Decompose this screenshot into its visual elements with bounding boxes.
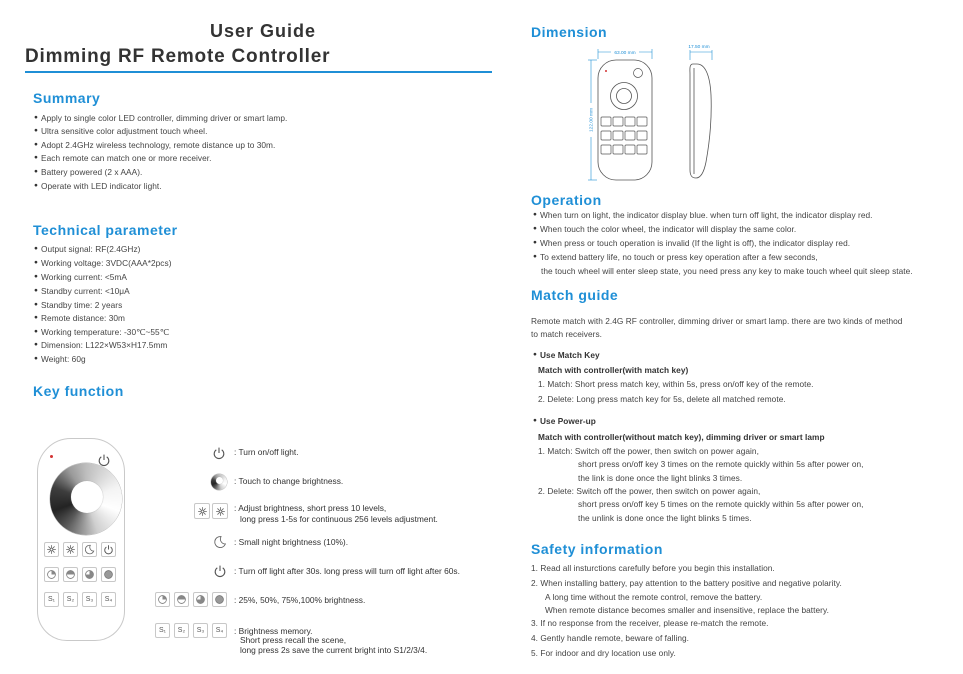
list-item-continuation: the touch wheel will enter sleep state, you need press any key to make touch wheel quit sleep state.	[541, 266, 913, 276]
list-item: ● Working voltage: 3VDC(AAA*2pcs)	[34, 258, 172, 268]
key-description: : Touch to change brightness.	[234, 476, 344, 486]
brightness-down-key	[194, 503, 210, 519]
document-title: User Guide	[210, 21, 317, 41]
night-light-icon	[213, 535, 227, 554]
brightness-level-icon	[84, 569, 95, 580]
list-item: ● Standby current: <10μA	[34, 286, 130, 296]
key-description: : Turn off light after 30s. long press will turn off light after 60s.	[234, 566, 460, 576]
safety-heading: Safety information	[531, 541, 663, 557]
power-up-title: ● Use Power-up	[533, 416, 596, 426]
scene-key-label: S₄	[215, 626, 224, 634]
timer-off-key	[101, 542, 116, 557]
key-description: Short press recall the scene,	[240, 635, 347, 645]
brightness-75-key	[193, 592, 208, 607]
list-item: ● Standby time: 2 years	[34, 300, 122, 310]
match-key-step: 2. Delete: Long press match key for 5s, delete all matched remote.	[538, 394, 786, 404]
brightness-50-key	[174, 592, 189, 607]
list-item: 4. Gently handle remote, beware of falling.	[531, 633, 690, 643]
power-icon	[212, 446, 226, 465]
list-item: ● Ultra sensitive color adjustment touch wheel.	[34, 126, 207, 136]
brightness-up-key	[63, 542, 78, 557]
brightness-icon	[46, 544, 57, 555]
night-light-key	[82, 542, 97, 557]
key-description: : Brightness memory.	[234, 626, 313, 636]
remote-front-view	[598, 60, 652, 180]
list-item: 3. If no response from the receiver, please re-match the remote.	[531, 618, 769, 628]
match-guide-heading: Match guide	[531, 287, 619, 303]
key-description: : 25%, 50%, 75%,100% brightness.	[234, 595, 366, 605]
brightness-100-key	[212, 592, 227, 607]
title-underline	[25, 71, 492, 73]
scene-key-label: S₃	[196, 626, 205, 634]
list-item: ● To extend battery life, no touch or press key operation after a few seconds,	[533, 252, 818, 262]
match-intro: to match receivers.	[531, 329, 603, 339]
scene-key-2	[63, 592, 78, 607]
list-item: When remote distance becomes smaller and insensitive, replace the battery.	[545, 605, 829, 615]
scene-key-1	[44, 592, 59, 607]
operation-heading: Operation	[531, 192, 602, 208]
list-item: ● Operate with LED indicator light.	[34, 181, 162, 191]
summary-heading: Summary	[33, 90, 101, 106]
power-up-subtitle: Match with controller(without match key), dimming driver or smart lamp	[538, 432, 825, 442]
remote-side-view	[690, 64, 711, 178]
brightness-icon	[197, 506, 208, 517]
brightness-75-key	[82, 567, 97, 582]
power-up-step: the unlink is done once the light blinks 5 times.	[578, 513, 752, 523]
brightness-25-key	[44, 567, 59, 582]
list-item: ● Working temperature: -30℃~55℃	[34, 327, 169, 337]
match-key-title: ● Use Match Key	[533, 350, 600, 360]
remote-illustration	[37, 438, 125, 641]
power-up-step: 2. Delete: Switch off the power, then switch on power again,	[538, 486, 761, 496]
list-item: ● When press or touch operation is invalid (If the light is off), the indicator display red.	[533, 238, 850, 248]
scene-key-4	[212, 623, 227, 638]
key-description: : Small night brightness (10%).	[234, 537, 349, 547]
list-item: ● Adopt 2.4GHz wireless technology, remote distance up to 30m.	[34, 140, 275, 150]
brightness-level-icon	[195, 594, 206, 605]
technical-heading: Technical parameter	[33, 222, 178, 238]
list-item: ● When turn on light, the indicator display blue. when turn off light, the indicator display red.	[533, 210, 873, 220]
brightness-level-icon	[157, 594, 168, 605]
list-item: A long time without the remote control, remove the battery.	[545, 592, 763, 602]
product-name: Dimming RF Remote Controller	[25, 46, 331, 67]
brightness-icon	[215, 506, 226, 517]
key-description: : Turn on/off light.	[234, 447, 299, 457]
scene-key-label: S₁	[47, 595, 56, 603]
scene-key-label: S₄	[104, 595, 113, 603]
scene-key-2	[174, 623, 189, 638]
list-item: ● Each remote can match one or more receiver.	[34, 153, 211, 163]
brightness-level-icon	[65, 569, 76, 580]
list-item: ● Apply to single color LED controller, dimming driver or smart lamp.	[34, 113, 287, 123]
power-up-step: short press on/off key 5 times on the remote quickly within 5s after power on,	[578, 499, 864, 509]
brightness-25-key	[155, 592, 170, 607]
scene-key-label: S₁	[158, 626, 167, 634]
list-item: 2. When installing battery, pay attention to the battery positive and negative polarity.	[531, 578, 842, 588]
indicator-light	[50, 455, 53, 458]
list-item: ● When touch the color wheel, the indicator will display the same color.	[533, 224, 796, 234]
list-item: ● Weight: 60g	[34, 354, 86, 364]
touch-wheel	[50, 463, 122, 535]
brightness-50-key	[63, 567, 78, 582]
list-item: ● Remote distance: 30m	[34, 313, 125, 323]
width-dimension-label: 63.00 mm	[614, 51, 636, 56]
length-dimension-label: 122.00 mm	[589, 108, 595, 132]
key-description: : Adjust brightness, short press 10 levels,	[234, 503, 387, 513]
list-item: ● Working current: <5mA	[34, 272, 127, 282]
brightness-level-icon	[46, 569, 57, 580]
scene-key-label: S₂	[177, 626, 186, 634]
list-item: ● Battery powered (2 x AAA).	[34, 167, 142, 177]
brightness-level-icon	[103, 569, 114, 580]
brightness-icon	[65, 544, 76, 555]
list-item: 5. For indoor and dry location use only.	[531, 648, 676, 658]
brightness-down-key	[44, 542, 59, 557]
key-description: long press 2s save the current bright into S1/2/3/4.	[240, 645, 428, 655]
power-icon	[103, 544, 114, 555]
touch-wheel-center	[71, 481, 103, 513]
scene-key-1	[155, 623, 170, 638]
brightness-up-key	[212, 503, 228, 519]
list-item: ● Dimension: L122×W53×H17.5mm	[34, 340, 167, 350]
list-item: ● Output signal: RF(2.4GHz)	[34, 244, 140, 254]
match-key-subtitle: Match with controller(with match key)	[538, 365, 689, 375]
brightness-100-key	[101, 567, 116, 582]
brightness-level-icon	[214, 594, 225, 605]
brightness-level-icon	[176, 594, 187, 605]
thickness-dimension-label: 17.50 mm	[688, 45, 710, 50]
power-up-step: 1. Match: Switch off the power, then switch on power again,	[538, 446, 759, 456]
key-function-heading: Key function	[33, 383, 124, 399]
power-up-step: the link is done once the light blinks 3 times.	[578, 473, 743, 483]
dimension-heading: Dimension	[531, 24, 608, 40]
power-icon	[213, 564, 227, 583]
match-key-step: 1. Match: Short press match key, within 5s, press on/off key of the remote.	[538, 379, 814, 389]
night-light-icon	[84, 544, 95, 555]
scene-key-label: S₂	[66, 595, 75, 603]
scene-key-4	[101, 592, 116, 607]
scene-key-3	[82, 592, 97, 607]
power-up-step: short press on/off key 3 times on the remote quickly within 5s after power on,	[578, 459, 864, 469]
scene-key-label: S₃	[85, 595, 94, 603]
match-intro: Remote match with 2.4G RF controller, dimming driver or smart lamp. there are two kinds of method	[531, 316, 903, 326]
scene-key-3	[193, 623, 208, 638]
dimension-drawing	[575, 40, 725, 185]
touch-wheel-icon	[211, 474, 227, 490]
list-item: 1. Read all insturctions carefully before you begin this installation.	[531, 563, 775, 573]
key-description: long press 1-5s for continuous 256 levels adjustment.	[240, 514, 438, 524]
